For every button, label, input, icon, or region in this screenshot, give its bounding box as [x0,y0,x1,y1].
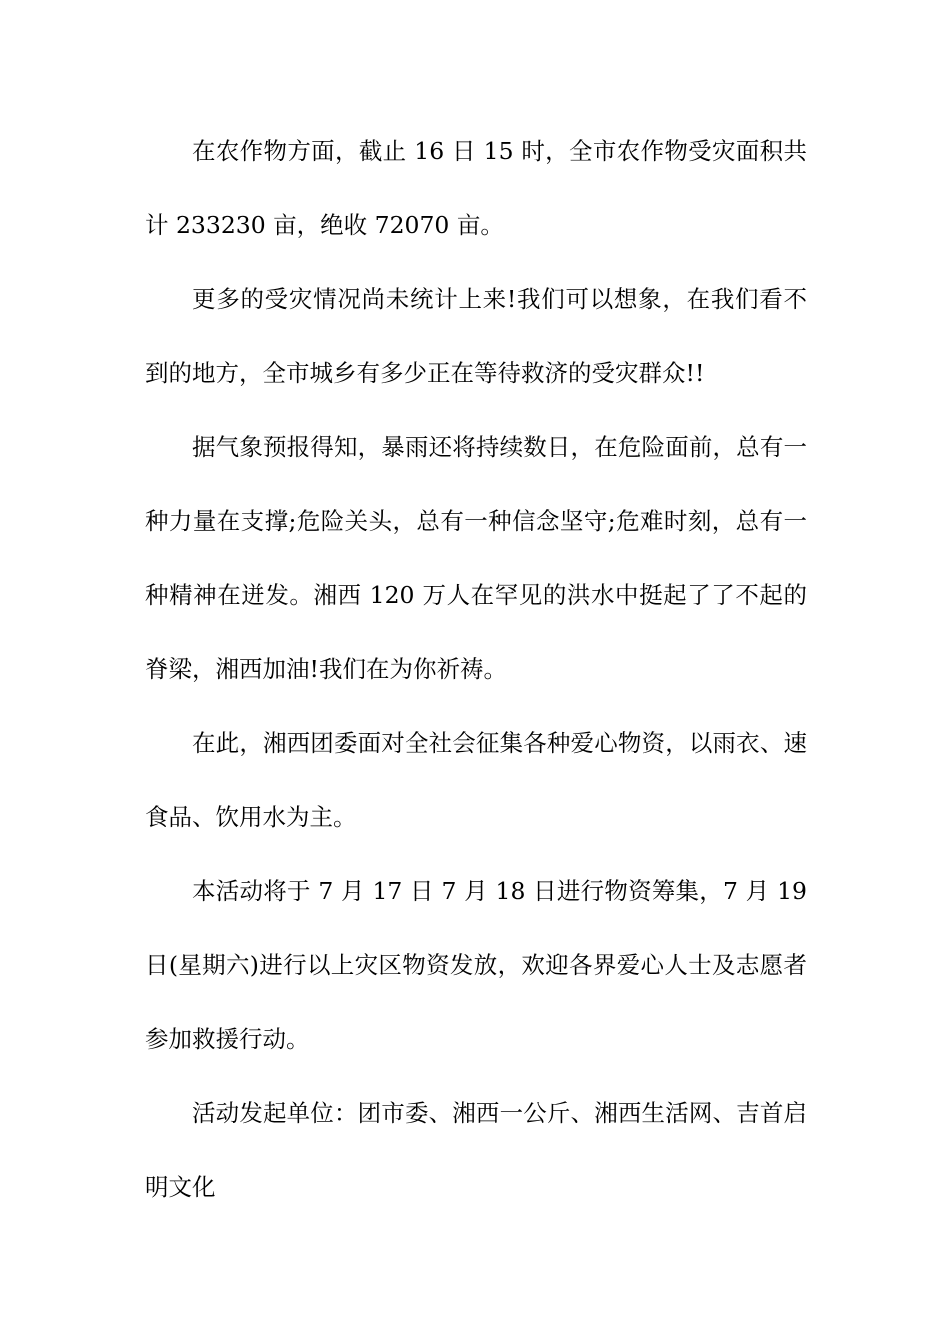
paragraph-donation-call: 在此，湘西团委面对全社会征集各种爱心物资，以雨衣、速食品、饮用水为主。 [145,729,807,831]
paragraph-uncounted-victims: 更多的受灾情况尚未统计上来!我们可以想象，在我们看不到的地方，全市城乡有多少正在等待救济的受灾群众!! [145,285,807,387]
paragraph-weather-forecast: 据气象预报得知，暴雨还将持续数日，在危险面前，总有一种力量在支撑;危险关头，总有一种信念坚守;危难时刻，总有一种精神在迸发。湘西 120 万人在罕见的洪水中挺起了了不起的脊梁，湘西加油!我们在为你祈祷。 [145,433,807,683]
document-body [145,114,807,1224]
paragraph-organizers: 活动发起单位：团市委、湘西一公斤、湘西生活网、吉首启明文化 [145,1099,807,1201]
paragraph-crop-damage: 在农作物方面，截止 16 日 15 时，全市农作物受灾面积共计 233230 亩，绝收 72070 亩。 [145,137,807,239]
paragraph-activity-schedule: 本活动将于 7 月 17 日 7 月 18 日进行物资筹集，7 月 19 日(星期六)进行以上灾区物资发放，欢迎各界爱心人士及志愿者参加救援行动。 [145,877,807,1053]
